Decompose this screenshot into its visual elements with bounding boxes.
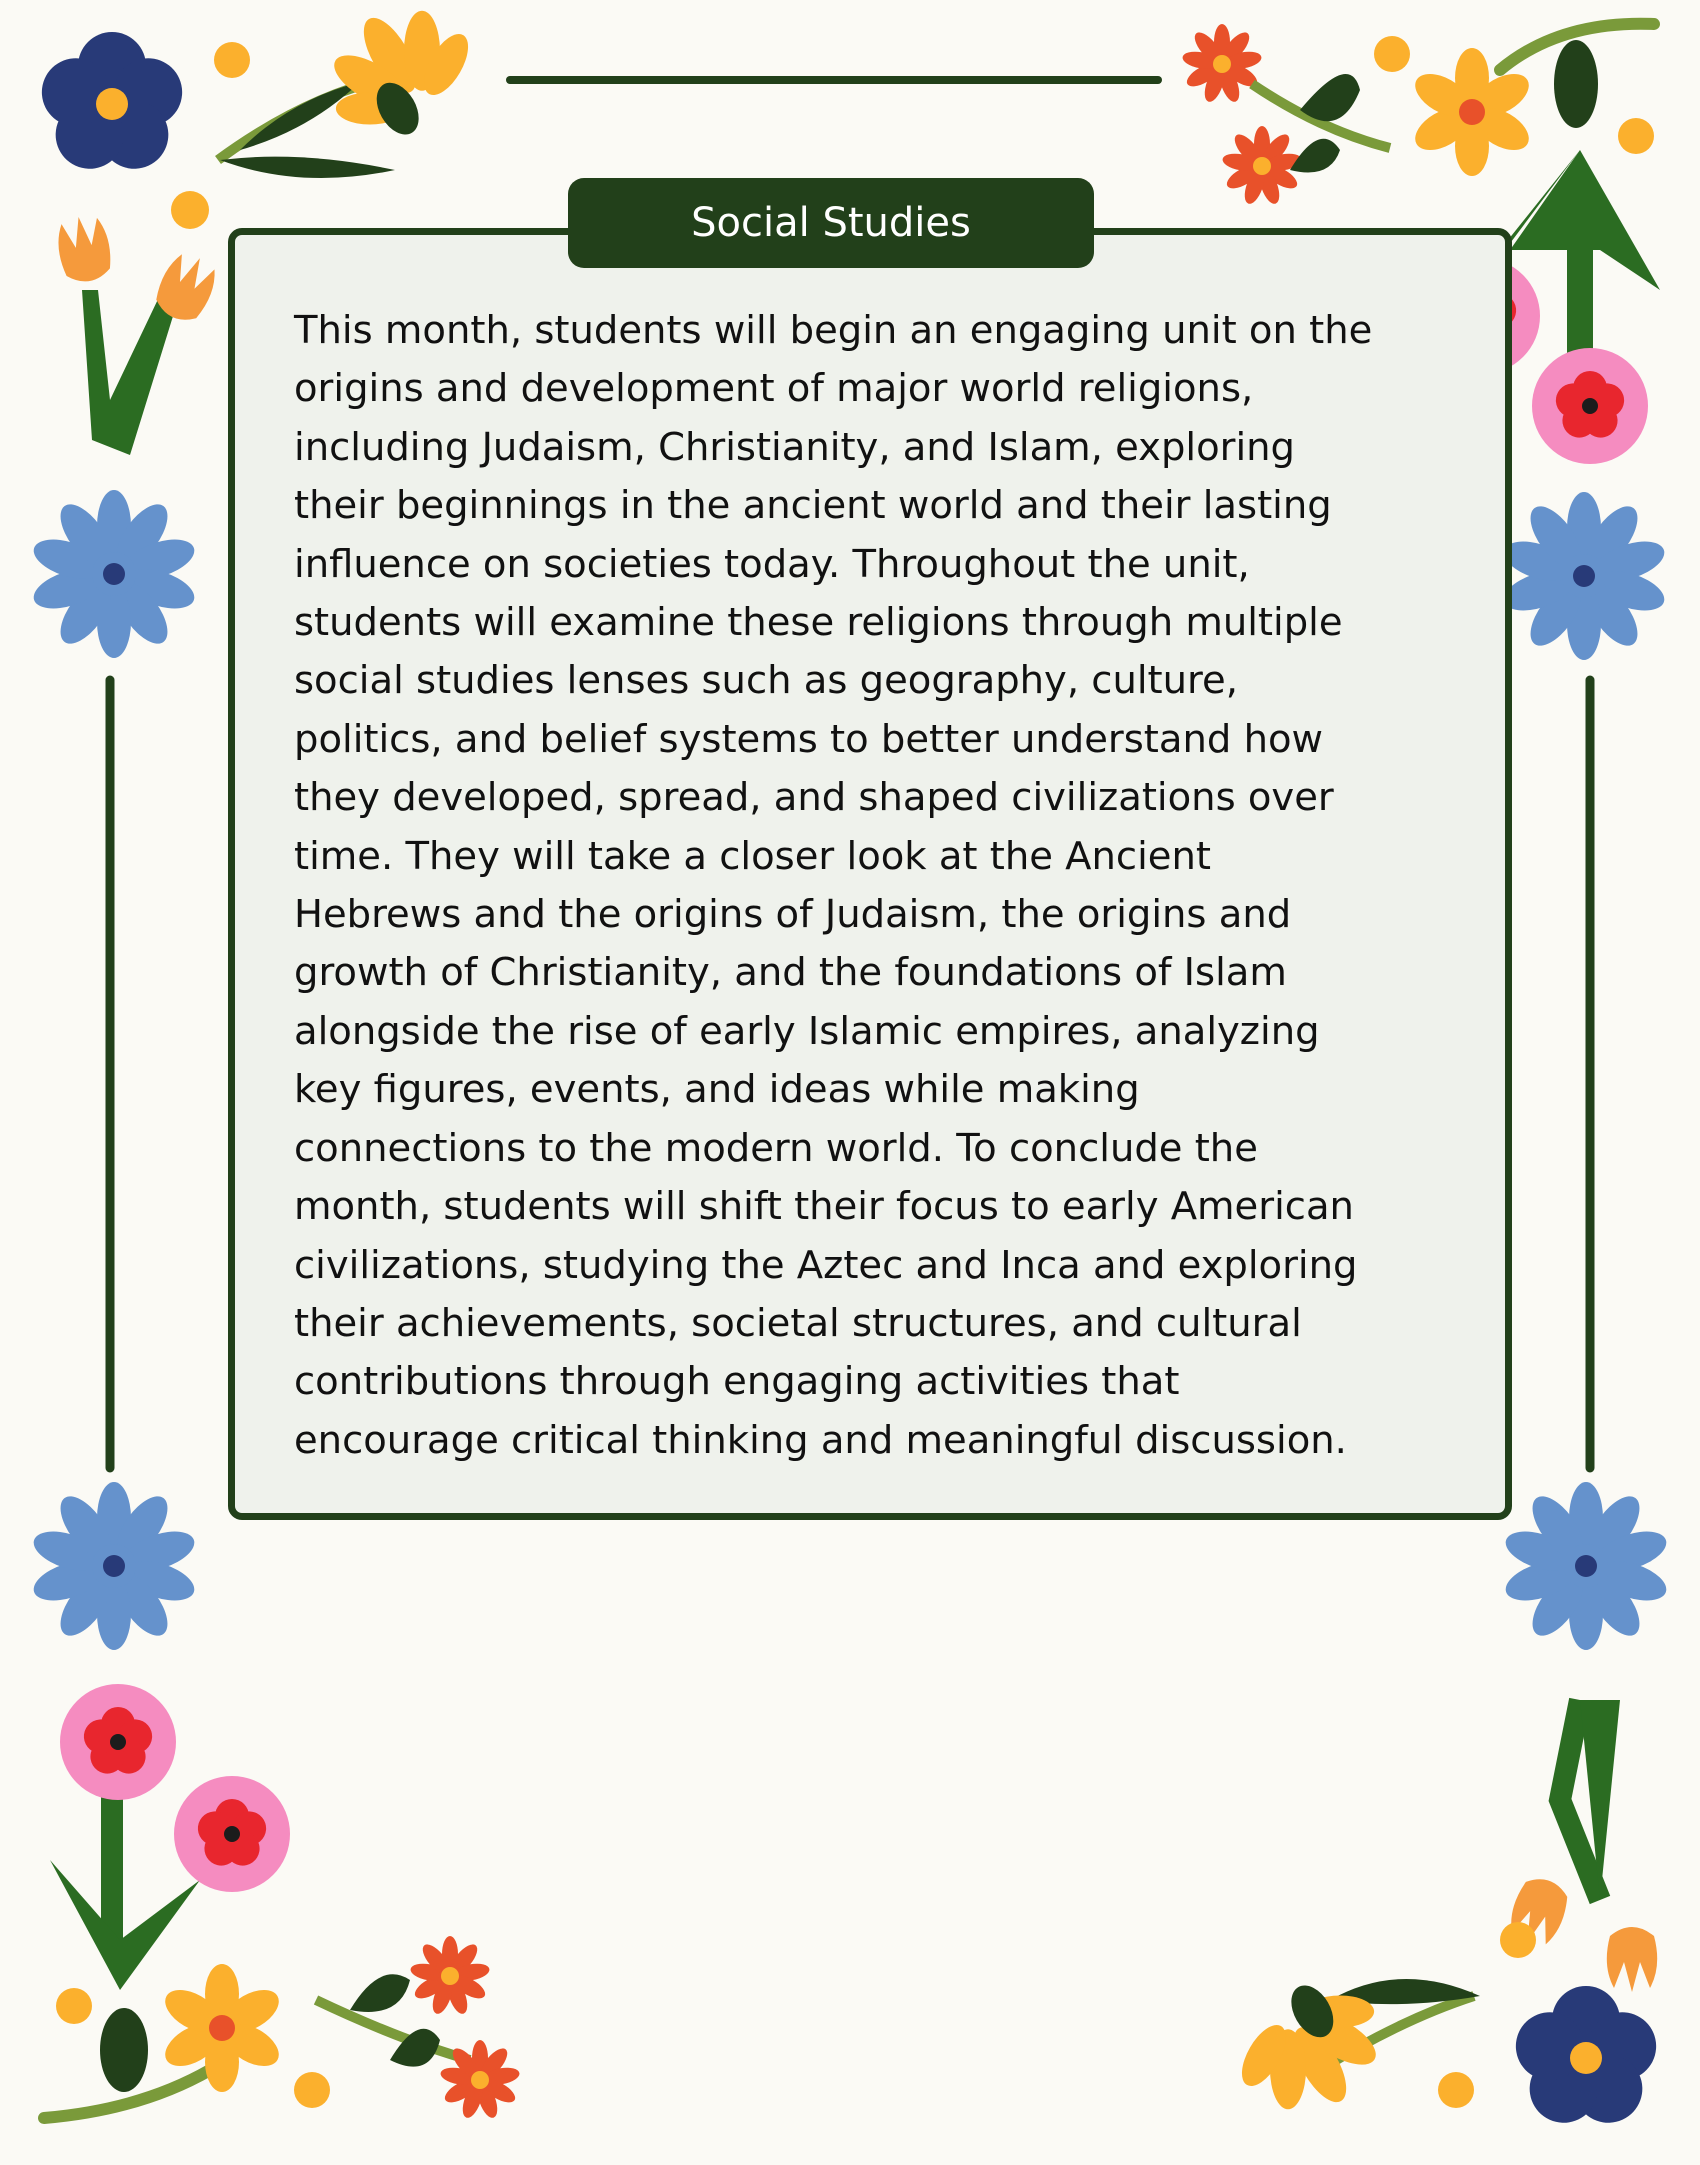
body-line: students will examine these religions through multiple [294, 600, 1343, 646]
body-line: key figures, events, and ideas while making [294, 1067, 1140, 1113]
body-line: influence on societies today. Throughout the unit, [294, 541, 1250, 587]
body-line: their achievements, societal structures, and cultural [294, 1300, 1302, 1346]
body-line: Hebrews and the origins of Judaism, the origins and [294, 892, 1292, 938]
body-line: growth of Christianity, and the foundations of Islam [294, 950, 1287, 996]
body-line: civilizations, studying the Aztec and Inca and exploring [294, 1242, 1358, 1288]
body-line: encourage critical thinking and meaningful discussion. [294, 1417, 1347, 1463]
section-title: Social Studies [568, 178, 1094, 268]
body-line: contributions through engaging activities that [294, 1359, 1180, 1405]
body-line: politics, and belief systems to better understand how [294, 716, 1324, 762]
body-line: their beginnings in the ancient world and their lasting [294, 483, 1332, 529]
body-line: they developed, spread, and shaped civilizations over [294, 775, 1334, 821]
body-paragraph [294, 302, 1464, 1470]
body-line: including Judaism, Christianity, and Islam, exploring [294, 424, 1295, 470]
body-line: This month, students will begin an engaging unit on the [294, 308, 1373, 353]
body-line: social studies lenses such as geography, culture, [294, 658, 1238, 704]
body-line: connections to the modern world. To conclude the [294, 1125, 1258, 1171]
body-line: alongside the rise of early Islamic empires, analyzing [294, 1008, 1320, 1054]
body-line: month, students will shift their focus to early American [294, 1184, 1354, 1230]
body-line: time. They will take a closer look at the Ancient [294, 833, 1211, 879]
body-line: origins and development of major world religions, [294, 366, 1254, 412]
